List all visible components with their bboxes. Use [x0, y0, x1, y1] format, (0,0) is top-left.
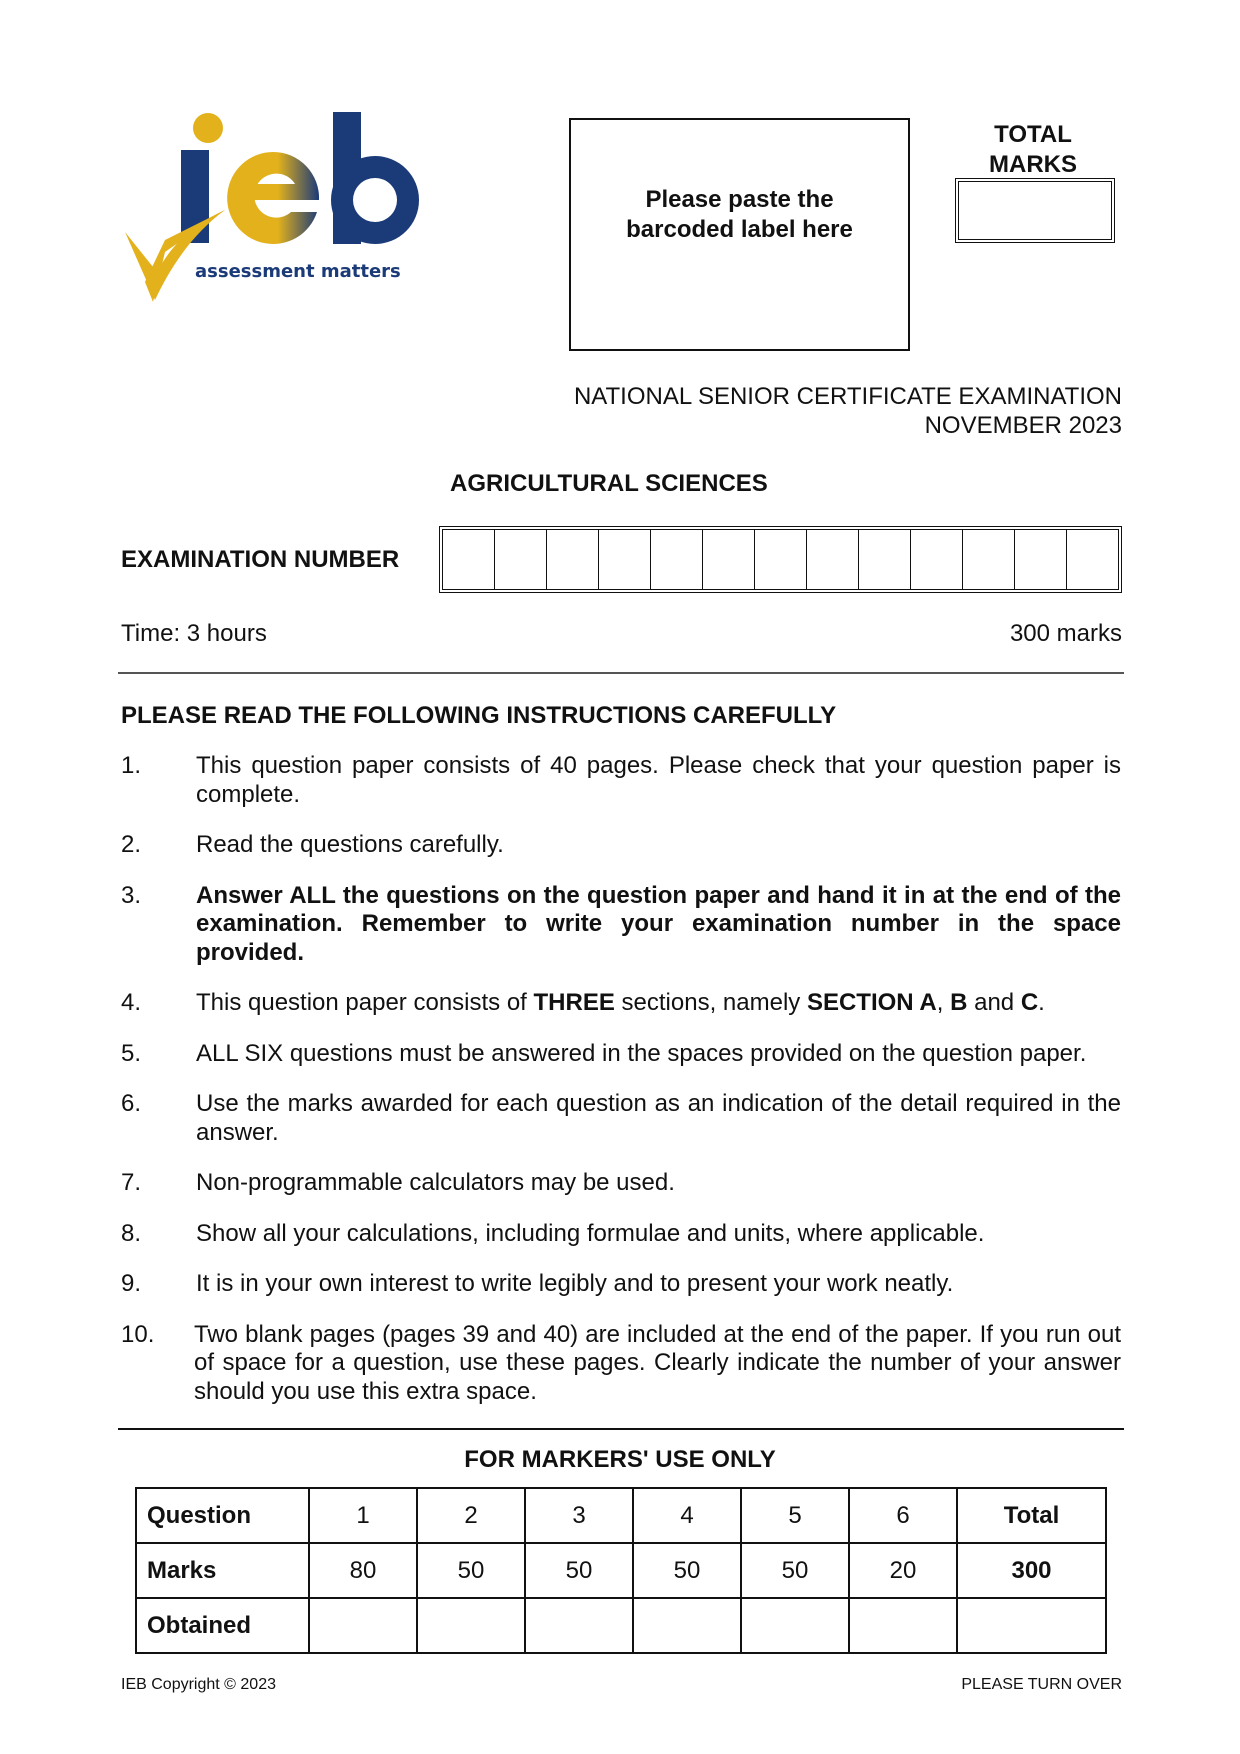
question-cell: 2	[417, 1488, 525, 1543]
obtained-cell[interactable]	[633, 1598, 741, 1653]
obtained-row	[136, 1598, 1106, 1653]
instruction-fragment: ,	[936, 989, 951, 1016]
instruction-text: Use the marks awarded for each question as an indication of the detail required in the answer.	[196, 1090, 1121, 1146]
question-cell: 3	[525, 1488, 633, 1543]
instruction-number: 5.	[121, 1039, 142, 1067]
instruction-text: This question paper consists of 40 pages. Please check that your question paper is complete.	[196, 752, 1121, 808]
marks-cell: 50	[633, 1543, 741, 1598]
instruction-number: 8.	[121, 1219, 142, 1247]
instruction-number: 10.	[121, 1320, 155, 1348]
marks-cell: 20	[849, 1543, 957, 1598]
exam-number-boxes[interactable]	[439, 526, 1122, 593]
row-label-obtained: Obtained	[136, 1598, 309, 1653]
instruction-item	[121, 1321, 1121, 1407]
marks-row	[136, 1543, 1106, 1598]
question-cell: 5	[741, 1488, 849, 1543]
instruction-number: 2.	[121, 831, 142, 858]
divider	[118, 672, 1124, 674]
question-cell: 6	[849, 1488, 957, 1543]
total-header-cell: Total	[957, 1488, 1106, 1543]
exam-number-digit-box[interactable]	[963, 530, 1015, 589]
instruction-item	[121, 1169, 1121, 1198]
row-label-question: Question	[136, 1488, 309, 1543]
instruction-text: Answer ALL the questions on the question paper and hand it in at the end of the examination. Remember to write your examination number in the space provided.	[196, 881, 1121, 966]
instruction-number: 4.	[121, 989, 142, 1016]
markers-table	[135, 1487, 1107, 1654]
total-marks-label: TOTAL MARKS	[989, 121, 1077, 178]
instruction-fragment: B	[950, 989, 968, 1016]
exam-number-digit-box[interactable]	[1015, 530, 1067, 589]
instruction-number: 1.	[121, 752, 142, 779]
exam-number-digit-box[interactable]	[1067, 530, 1118, 589]
subject-title: AGRICULTURAL SCIENCES	[450, 470, 768, 497]
exam-number-digit-box[interactable]	[911, 530, 963, 589]
instruction-number: 7.	[121, 1169, 142, 1196]
instruction-number: 6.	[121, 1090, 142, 1117]
exam-number-digit-box[interactable]	[755, 530, 807, 589]
exam-number-digit-box[interactable]	[807, 530, 859, 589]
barcode-label-box	[569, 118, 910, 351]
instruction-text: Read the questions carefully.	[196, 831, 504, 858]
instruction-fragment: THREE	[533, 989, 615, 1016]
instruction-text	[196, 989, 1121, 1018]
exam-number-label: EXAMINATION NUMBER	[121, 546, 400, 573]
instructions-heading: PLEASE READ THE FOLLOWING INSTRUCTIONS CAREFULLY	[121, 702, 837, 729]
instruction-text: ALL SIX questions must be answered in the spaces provided on the question paper.	[196, 1039, 1087, 1067]
instruction-text: Show all your calculations, including formulae and units, where applicable.	[196, 1219, 985, 1247]
exam-number-digit-box[interactable]	[859, 530, 911, 589]
logo-e	[227, 152, 319, 244]
instruction-fragment: .	[1038, 989, 1045, 1016]
row-label-marks: Marks	[136, 1543, 309, 1598]
obtained-cell[interactable]	[525, 1598, 633, 1653]
exam-number-digit-box[interactable]	[651, 530, 703, 589]
instruction-number: 3.	[121, 881, 142, 909]
exam-date: NOVEMBER 2023	[924, 412, 1122, 439]
obtained-cell[interactable]	[849, 1598, 957, 1653]
instruction-fragment: This question paper consists of	[196, 989, 534, 1016]
marks-total: 300 marks	[1009, 620, 1122, 647]
divider	[118, 1428, 1124, 1430]
time-allowed: Time: 3 hours	[121, 620, 267, 647]
instruction-item	[121, 1040, 1121, 1069]
instruction-item	[121, 752, 1121, 809]
turn-over-note: PLEASE TURN OVER	[961, 1676, 1122, 1693]
instruction-number: 9.	[121, 1270, 142, 1297]
instruction-text: Non-programmable calculators may be used.	[196, 1169, 675, 1196]
exam-number-digit-box[interactable]	[547, 530, 599, 589]
exam-number-digit-box[interactable]	[703, 530, 755, 589]
marks-cell: 50	[525, 1543, 633, 1598]
instruction-fragment: and	[967, 989, 1021, 1016]
obtained-total-cell[interactable]	[957, 1598, 1106, 1653]
instruction-item	[121, 882, 1121, 968]
question-cell: 4	[633, 1488, 741, 1543]
instructions-list	[121, 752, 1121, 1428]
exam-number-digit-box[interactable]	[599, 530, 651, 589]
exam-title: NATIONAL SENIOR CERTIFICATE EXAMINATION	[573, 383, 1122, 410]
question-row	[136, 1488, 1106, 1543]
total-marks-cell: 300	[957, 1543, 1106, 1598]
copyright: IEB Copyright © 2023	[121, 1676, 276, 1693]
exam-number-digit-box[interactable]	[495, 530, 547, 589]
instruction-text: It is in your own interest to write legibly and to present your work neatly.	[196, 1270, 954, 1297]
logo-i-dot	[193, 113, 223, 143]
marks-cell: 50	[417, 1543, 525, 1598]
instruction-item	[121, 1270, 1121, 1299]
logo-tagline: assessment matters	[195, 261, 401, 282]
barcode-label-text: Please paste the barcoded label here	[626, 185, 853, 243]
ieb-logo	[125, 112, 470, 347]
instruction-item	[121, 1090, 1121, 1147]
obtained-cell[interactable]	[741, 1598, 849, 1653]
obtained-cell[interactable]	[309, 1598, 417, 1653]
instruction-fragment: SECTION A	[806, 989, 937, 1016]
instruction-item	[121, 989, 1121, 1018]
instruction-fragment: sections, namely	[614, 989, 807, 1016]
total-marks-box[interactable]	[955, 178, 1115, 243]
instruction-item	[121, 831, 1121, 860]
exam-number-digit-box[interactable]	[443, 530, 495, 589]
instruction-text: Two blank pages (pages 39 and 40) are included at the end of the paper. If you run out of space for a question, use these pages. Clearly indicate the number of your answer should you use this extra space.	[194, 1320, 1121, 1405]
marks-cell: 50	[741, 1543, 849, 1598]
markers-heading: FOR MARKERS' USE ONLY	[464, 1446, 776, 1473]
instruction-fragment: C	[1020, 989, 1039, 1016]
obtained-cell[interactable]	[417, 1598, 525, 1653]
marks-cell: 80	[309, 1543, 417, 1598]
instruction-item	[121, 1220, 1121, 1249]
question-cell: 1	[309, 1488, 417, 1543]
